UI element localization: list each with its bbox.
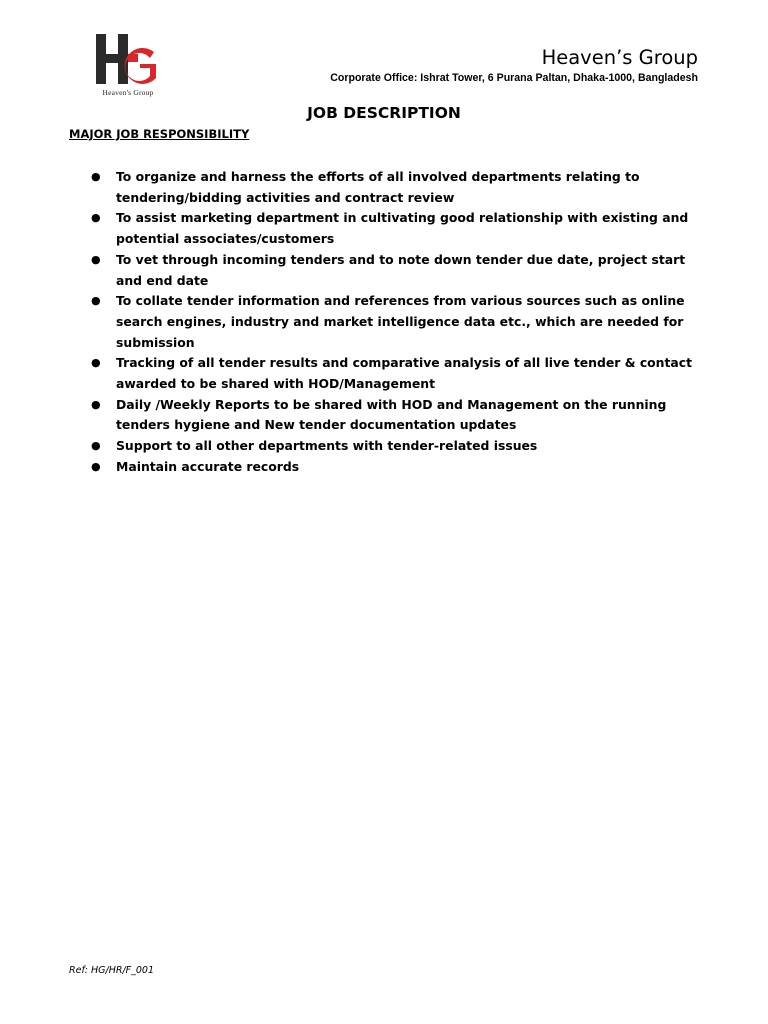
list-item-text: To collate tender information and references from various sources such as online search engines, industry and market intelligence data etc., which are needed for submission [116, 293, 685, 350]
list-item-text: Daily /Weekly Reports to be shared with HOD and Management on the running tenders hygiene and New tender documentation updates [116, 396, 667, 433]
list-item-text: To organize and harness the efforts of all involved departments relating to tendering/bidding activities and contract review [116, 169, 640, 205]
list-item [90, 250, 710, 291]
bullet-icon: ● [91, 356, 101, 370]
list-item [90, 457, 710, 478]
list-item [90, 353, 710, 394]
section-heading: MAJOR JOB RESPONSIBILITY [69, 127, 250, 141]
list-item [90, 436, 710, 457]
list-item-text: Tracking of all tender results and comparative analysis of all live tender & contact awarded to be shared with HOD/Management [116, 355, 693, 392]
footer-reference: Ref: HG/HR/F_001 [69, 965, 155, 976]
bullet-icon: ● [91, 170, 101, 183]
company-address: Corporate Office: Ishrat Tower, 6 Purana Paltan, Dhaka-1000, Bangladesh [330, 72, 698, 84]
list-item-text: To vet through incoming tenders and to note down tender due date, project start and end date [116, 251, 686, 288]
bullet-icon: ● [91, 294, 101, 308]
bullet-icon: ● [91, 397, 101, 411]
bullet-icon: ● [91, 252, 101, 266]
responsibility-list [90, 167, 710, 478]
list-item [90, 395, 710, 436]
list-item [90, 291, 710, 353]
bullet-icon: ● [91, 439, 101, 453]
list-item [90, 167, 710, 208]
company-logo [88, 32, 168, 102]
document-title: JOB DESCRIPTION [307, 104, 461, 122]
hg-logo-mark [88, 32, 168, 88]
bullet-icon: ● [91, 459, 101, 473]
bullet-icon: ● [91, 211, 101, 225]
list-item-text: Maintain accurate records [116, 458, 300, 474]
list-item-text: To assist marketing department in cultivating good relationship with existing and potential associates/customers [116, 210, 689, 247]
logo-caption: Heaven's Group [102, 88, 154, 97]
list-item [90, 208, 710, 249]
company-name: Heaven’s Group [541, 46, 698, 69]
list-item-text: Support to all other departments with tender-related issues [116, 438, 538, 454]
